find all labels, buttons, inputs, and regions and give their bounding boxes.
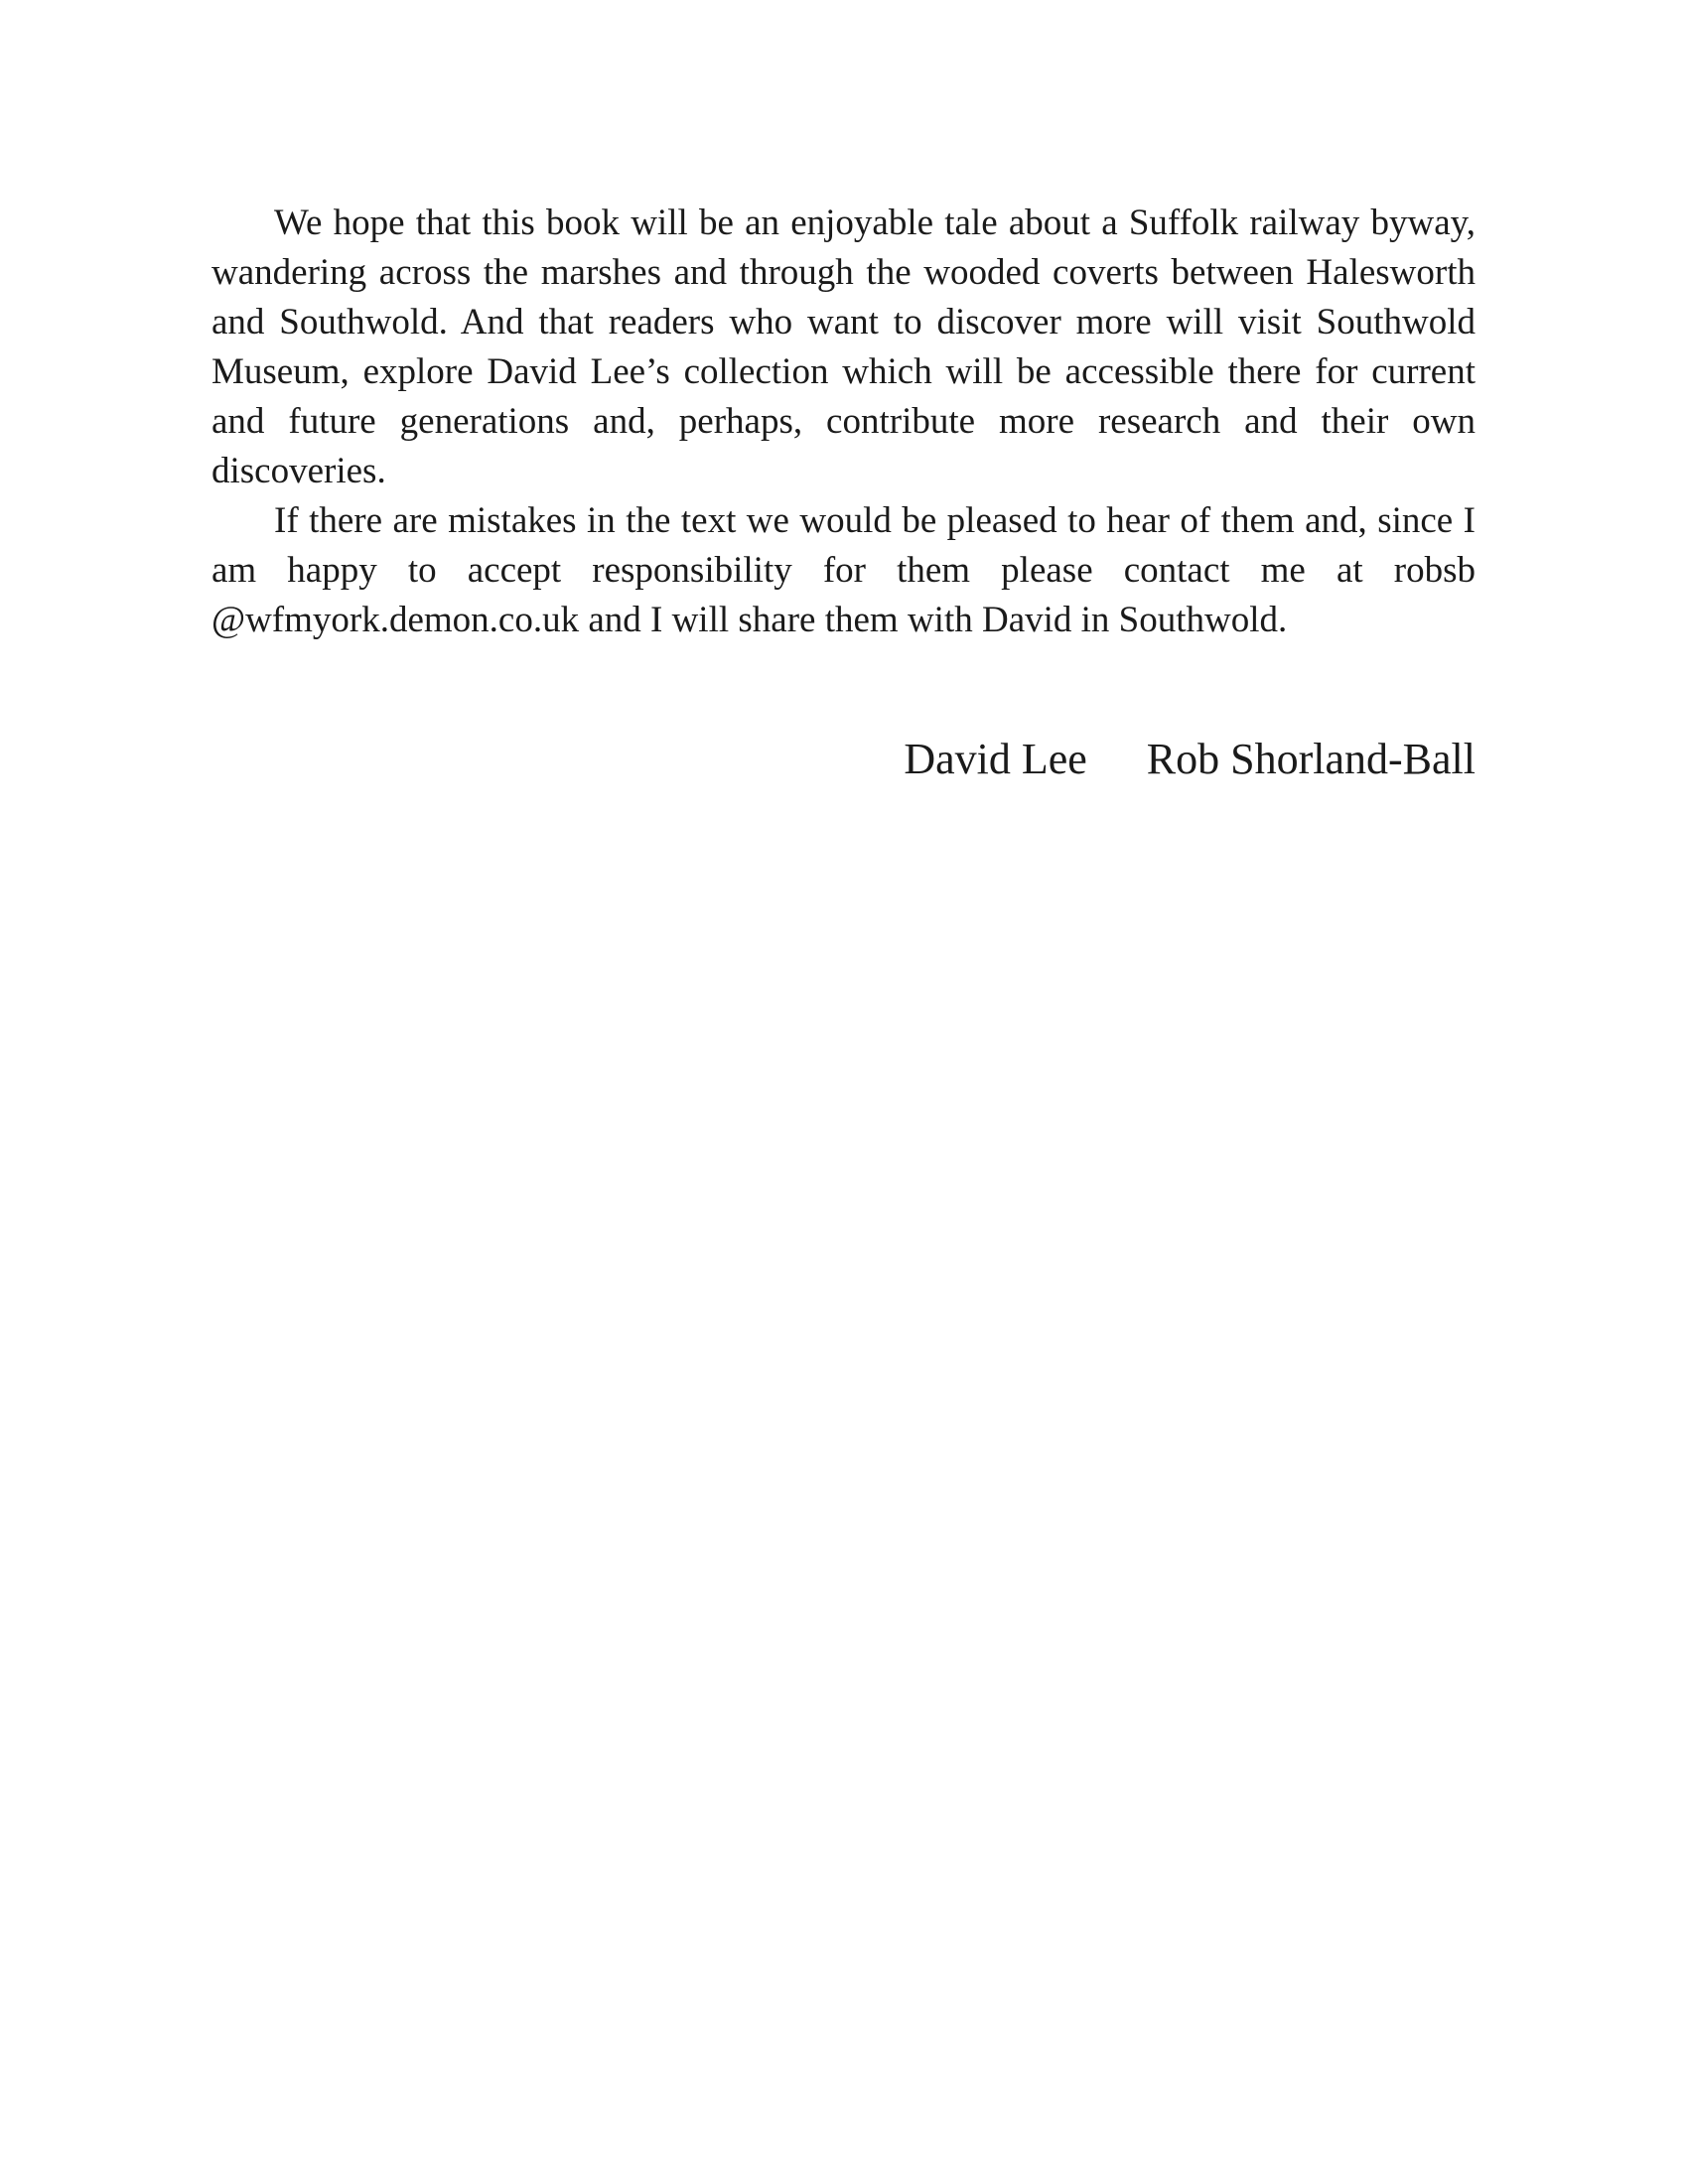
signature-david-lee: David Lee [904, 735, 1087, 783]
body-text [211, 199, 1476, 645]
signature-line [904, 732, 1476, 787]
paragraph: If there are mistakes in the text we would be pleased to hear of them and, since I am happy to accept responsibility for them please contact me at robsb @wfmyork.demon.co.uk and I will share them with David in Southwold. [211, 500, 1476, 640]
signature-rob-shorland-ball: Rob Shorland-Ball [1146, 735, 1476, 783]
paragraph: We hope that this book will be an enjoyable tale about a Suffolk railway byway, wandering across the marshes and through the wooded coverts between Halesworth and Southwold. And that readers who want to discover more will visit Southwold Museum, explore David Lee’s collection which will be accessible there for current and future generations and, perhaps, contribute more research and their own discoveries. [211, 203, 1476, 491]
